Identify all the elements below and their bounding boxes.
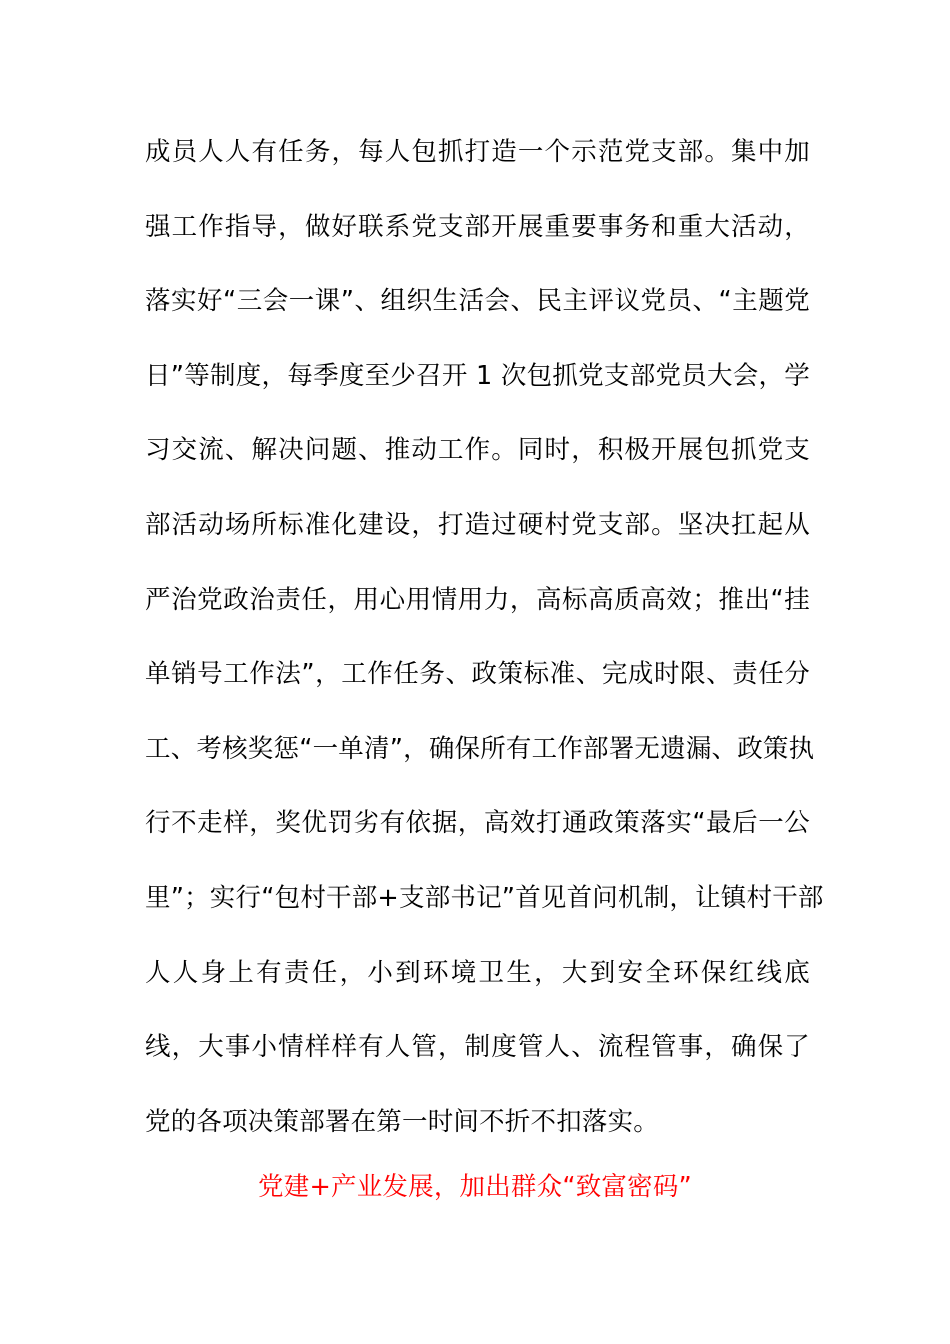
paragraph-line: 习交流、解决问题、推动工作。同时，积极开展包抓党支 bbox=[145, 435, 810, 466]
paragraph-line: 部活动场所标准化建设，打造过硬村党支部。坚决扛起从 bbox=[145, 509, 810, 540]
paragraph-line: 日”等制度，每季度至少召开 1 次包抓党支部党员大会，学 bbox=[145, 360, 810, 391]
paragraph-line: 里”；实行“包村干部+支部书记”首见首问机制，让镇村干部 bbox=[145, 882, 824, 913]
section-heading: 党建+产业发展，加出群众“致富密码” bbox=[258, 1172, 692, 1202]
paragraph-last-line: 党的各项决策部署在第一时间不折不扣落实。 bbox=[145, 1106, 660, 1137]
paragraph-line: 行不走样，奖优罚劣有依据，高效打通政策落实“最后一公 bbox=[145, 808, 810, 839]
paragraph-line: 单销号工作法”，工作任务、政策标准、完成时限、责任分 bbox=[145, 659, 810, 690]
paragraph-line: 工、考核奖惩“一单清”，确保所有工作部署无遗漏、政策执 bbox=[145, 733, 815, 764]
body-paragraph bbox=[145, 130, 824, 1174]
paragraph-line: 线，大事小情样样有人管，制度管人、流程管事，确保了 bbox=[145, 1032, 810, 1063]
paragraph-line: 严治党政治责任，用心用情用力，高标高质高效；推出“挂 bbox=[145, 584, 810, 615]
paragraph-line: 成员人人有任务，每人包抓打造一个示范党支部。集中加 bbox=[145, 137, 810, 167]
paragraph-line: 强工作指导，做好联系党支部开展重要事务和重大活动， bbox=[145, 211, 810, 242]
paragraph-line: 人人身上有责任，小到环境卫生，大到安全环保红线底 bbox=[145, 957, 810, 988]
paragraph-line: 落实好“三会一课”、组织生活会、民主评议党员、“主题党 bbox=[145, 286, 810, 317]
